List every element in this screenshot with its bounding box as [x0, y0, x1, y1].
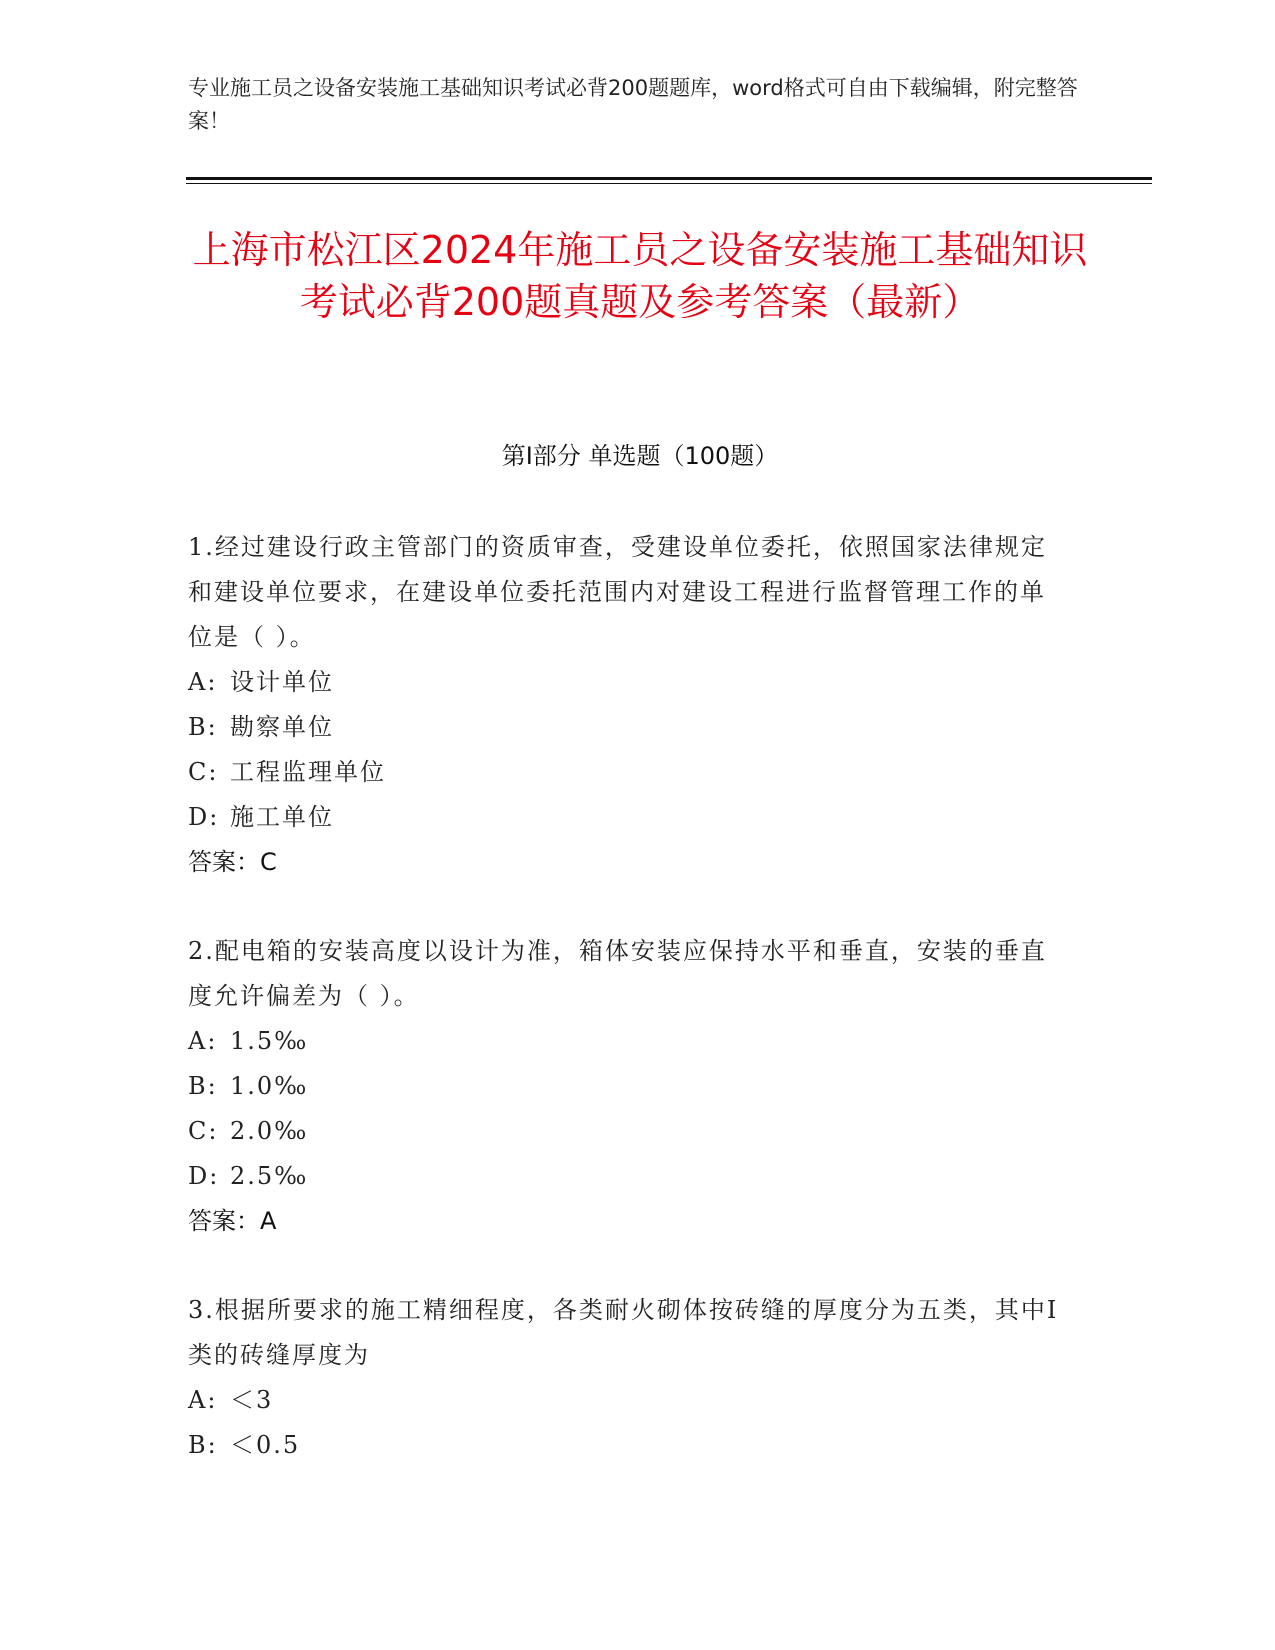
option-c	[188, 750, 1068, 795]
option-text: 1.0‰	[230, 1072, 309, 1100]
option-letter: B:	[188, 713, 218, 741]
option-b	[188, 1064, 1068, 1109]
option-a	[188, 1019, 1068, 1064]
option-c	[188, 1109, 1068, 1154]
option-text: 2.0‰	[230, 1117, 309, 1145]
option-letter: B:	[188, 1072, 218, 1100]
header-rule-thin	[186, 183, 1152, 184]
option-d	[188, 1154, 1068, 1199]
section-title: 第Ⅰ部分 单选题（100题）	[501, 442, 779, 470]
option-text: 施工单位	[230, 803, 334, 831]
option-letter: A:	[188, 668, 218, 696]
question-item	[188, 1288, 1068, 1468]
option-a	[188, 660, 1068, 705]
question-stem: 1.经过建设行政主管部门的资质审查，受建设单位委托，依照国家法律规定和建设单位要求，在建设单位委托范围内对建设工程进行监督管理工作的单位是（ ）。	[188, 533, 1047, 651]
document-title: 上海市松江区2024年施工员之设备安装施工基础知识考试必背200题真题及参考答案（最新）	[192, 228, 1088, 324]
option-b	[188, 705, 1068, 750]
option-letter: D:	[188, 1162, 220, 1190]
answer-line: 答案：C	[188, 848, 277, 876]
option-letter: D:	[188, 803, 220, 831]
question-stem: 3.根据所要求的施工精细程度，各类耐火砌体按砖缝的厚度分为五类，其中Ⅰ类的砖缝厚度为	[188, 1296, 1059, 1369]
question-stem: 2.配电箱的安装高度以设计为准，箱体安装应保持水平和垂直，安装的垂直度允许偏差为（ ）。	[188, 937, 1047, 1010]
option-letter: A:	[188, 1027, 218, 1055]
option-letter: B:	[188, 1431, 218, 1459]
option-text: ＜0.5	[230, 1431, 301, 1459]
question-item	[188, 525, 1068, 885]
option-b	[188, 1423, 1068, 1468]
option-letter: A:	[188, 1386, 218, 1414]
header-note: 专业施工员之设备安装施工基础知识考试必背200题题库，word格式可自由下载编辑，附完整答案！	[188, 76, 1078, 133]
option-a	[188, 1378, 1068, 1423]
option-text: 勘察单位	[230, 713, 334, 741]
question-item	[188, 929, 1068, 1244]
option-text: ＜3	[230, 1386, 274, 1414]
question-list	[188, 525, 1068, 1512]
answer-line: 答案：A	[188, 1207, 277, 1235]
option-letter: C:	[188, 1117, 219, 1145]
option-text: 1.5‰	[230, 1027, 309, 1055]
header-rule-thick	[186, 177, 1152, 180]
option-text: 工程监理单位	[230, 758, 386, 786]
option-d	[188, 795, 1068, 840]
option-text: 设计单位	[230, 668, 334, 696]
option-letter: C:	[188, 758, 219, 786]
option-text: 2.5‰	[230, 1162, 309, 1190]
